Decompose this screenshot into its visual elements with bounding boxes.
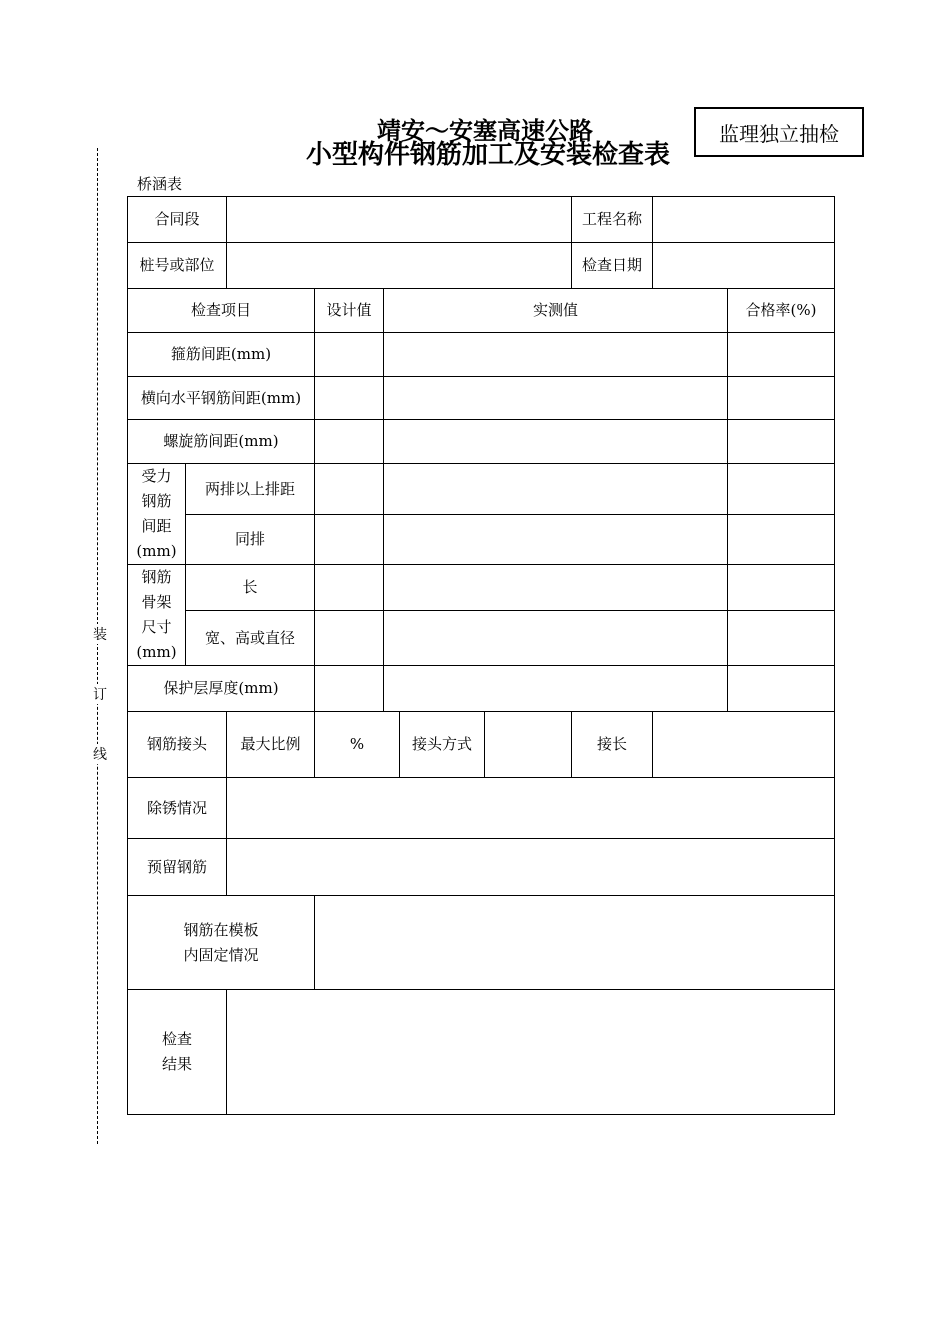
location-value[interactable] xyxy=(227,243,572,289)
max-ratio-label: 最大比例 xyxy=(227,712,315,778)
joint-method-label: 接头方式 xyxy=(400,712,485,778)
main-rebar-group: 受力 钢筋 间距 (mm) xyxy=(128,464,186,565)
item-stirrup: 箍筋间距(mm) xyxy=(128,333,315,377)
design-cell[interactable] xyxy=(315,611,384,666)
binding-dashed-line xyxy=(97,148,98,1144)
design-cell[interactable] xyxy=(315,666,384,712)
pass-rate-cell[interactable] xyxy=(728,464,835,515)
binding-char-ding: 订 xyxy=(92,684,108,704)
pass-rate-cell[interactable] xyxy=(728,515,835,565)
item-same-row: 同排 xyxy=(186,515,315,565)
project-title: 靖安～安塞高速公路 xyxy=(377,117,593,145)
item-length: 长 xyxy=(186,565,315,611)
reserved-rebar-value[interactable] xyxy=(227,839,835,896)
location-label: 桩号或部位 xyxy=(128,243,227,289)
item-width: 宽、高或直径 xyxy=(186,611,315,666)
rust-removal-label: 除锈情况 xyxy=(128,778,227,839)
formwork-fixing-value[interactable] xyxy=(315,896,835,990)
pass-rate-cell[interactable] xyxy=(728,565,835,611)
col-measured-header: 实测值 xyxy=(384,289,728,333)
check-date-value[interactable] xyxy=(653,243,835,289)
design-cell[interactable] xyxy=(315,377,384,420)
design-cell[interactable] xyxy=(315,515,384,565)
item-cover: 保护层厚度(mm) xyxy=(128,666,315,712)
rust-removal-value[interactable] xyxy=(227,778,835,839)
binding-char-zhuang: 装 xyxy=(92,624,108,644)
pass-rate-cell[interactable] xyxy=(728,611,835,666)
lap-length-label: 接长 xyxy=(572,712,653,778)
check-date-label: 检查日期 xyxy=(572,243,653,289)
contract-label: 合同段 xyxy=(128,197,227,243)
item-horizontal: 横向水平钢筋间距(mm) xyxy=(128,377,315,420)
col-design-header: 设计值 xyxy=(315,289,384,333)
measured-cell[interactable] xyxy=(384,515,728,565)
reserved-rebar-label: 预留钢筋 xyxy=(128,839,227,896)
measured-cell[interactable] xyxy=(384,377,728,420)
lap-length-value[interactable] xyxy=(653,712,835,778)
measured-cell[interactable] xyxy=(384,333,728,377)
supervision-stamp: 监理独立抽检 xyxy=(694,107,864,157)
design-cell[interactable] xyxy=(315,565,384,611)
pass-rate-cell[interactable] xyxy=(728,333,835,377)
pass-rate-cell[interactable] xyxy=(728,420,835,464)
design-cell[interactable] xyxy=(315,420,384,464)
joint-method-value[interactable] xyxy=(485,712,572,778)
formwork-fixing-label: 钢筋在模板 内固定情况 xyxy=(128,896,315,990)
design-cell[interactable] xyxy=(315,464,384,515)
binding-char-xian: 线 xyxy=(92,744,108,764)
measured-cell[interactable] xyxy=(384,565,728,611)
measured-cell[interactable] xyxy=(384,611,728,666)
form-title: 小型构件钢筋加工及安装检查表 xyxy=(305,140,670,170)
col-item-header: 检查项目 xyxy=(128,289,315,333)
form-category: 桥涵表 xyxy=(137,175,183,193)
design-cell[interactable] xyxy=(315,333,384,377)
item-spiral: 螺旋筋间距(mm) xyxy=(128,420,315,464)
max-ratio-value[interactable]: % xyxy=(315,712,400,778)
project-name-label: 工程名称 xyxy=(572,197,653,243)
joint-label: 钢筋接头 xyxy=(128,712,227,778)
pass-rate-cell[interactable] xyxy=(728,666,835,712)
col-pass-rate-header: 合格率(%) xyxy=(728,289,835,333)
item-two-rows: 两排以上排距 xyxy=(186,464,315,515)
pass-rate-cell[interactable] xyxy=(728,377,835,420)
contract-value[interactable] xyxy=(227,197,572,243)
frame-size-group: 钢筋 骨架 尺寸 (mm) xyxy=(128,565,186,666)
measured-cell[interactable] xyxy=(384,464,728,515)
measured-cell[interactable] xyxy=(384,420,728,464)
measured-cell[interactable] xyxy=(384,666,728,712)
inspection-result-label: 检查 结果 xyxy=(128,990,227,1115)
inspection-table xyxy=(127,196,835,1115)
inspection-result-value[interactable] xyxy=(227,990,835,1115)
project-name-value[interactable] xyxy=(653,197,835,243)
